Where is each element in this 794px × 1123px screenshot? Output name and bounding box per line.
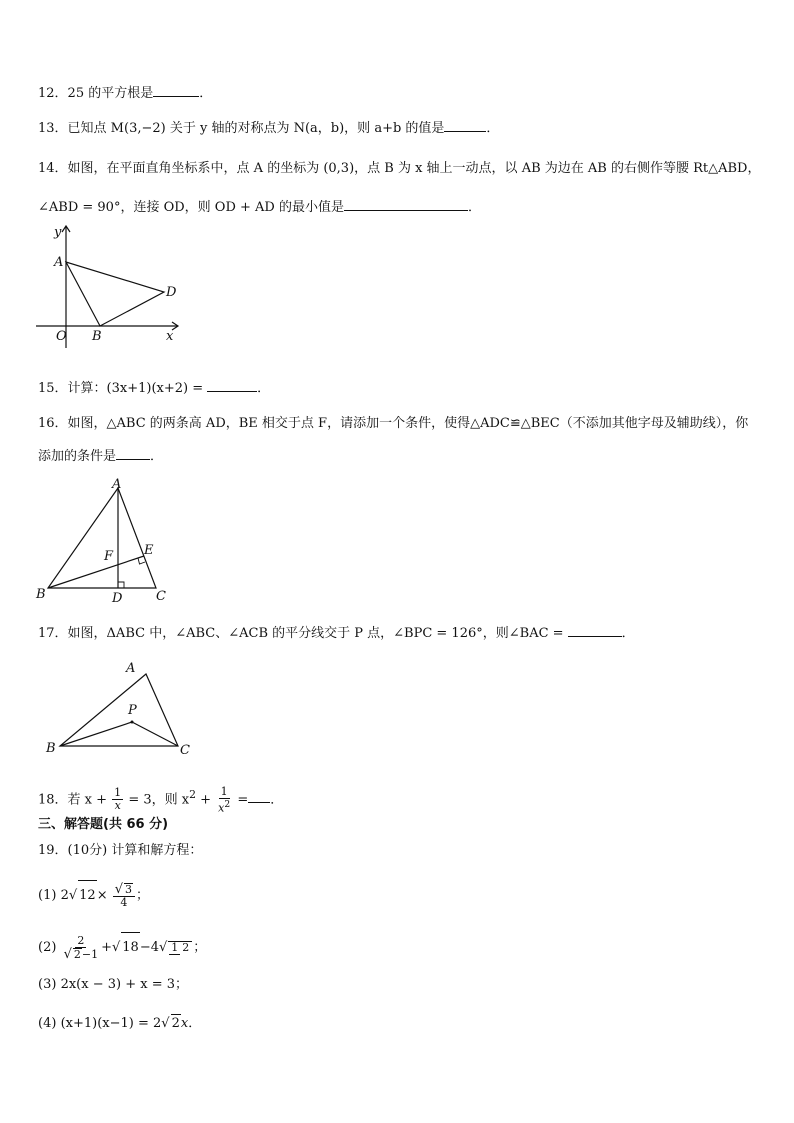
plus-sign: + [101, 940, 112, 955]
label-a: A [54, 255, 64, 270]
period: ． [467, 200, 481, 215]
question-13 [38, 119, 499, 138]
triangle-abc [48, 488, 156, 588]
question-12 [38, 84, 212, 103]
label-c: C [180, 743, 190, 758]
fraction-sqrt3-over-4: $\frac{√ 3}{4}$ [113, 883, 135, 909]
label-p: P [128, 703, 137, 718]
right-angle-d [118, 582, 124, 588]
question-17 [38, 624, 635, 643]
item-label: (2) [38, 940, 57, 955]
answer-blank [568, 624, 622, 637]
question-18-text-b: = 3，则 x [128, 792, 190, 808]
period: ． [150, 449, 164, 464]
bisectors-bp-cp [60, 722, 178, 746]
answer-blank [444, 119, 486, 132]
label-b: B [46, 741, 56, 756]
question-14-text: ∠ABD = 90°，连接 OD，则 OD + AD 的最小值是 [38, 200, 344, 215]
question-14-line2 [38, 198, 481, 217]
question-16-text: 添加的条件是 [38, 449, 117, 464]
altitude-be [48, 556, 144, 588]
item-label: (1) [38, 888, 57, 903]
label-e: E [144, 543, 154, 558]
label-d: D [112, 591, 123, 606]
coefficient: 2 [60, 888, 69, 903]
label-f: F [104, 549, 114, 564]
fraction-2-over-sqrt2-minus-1: $\frac{2}{√ 2-1}$ [63, 933, 99, 962]
question-17-text: 17．如图，ΔABC 中，∠ABC、∠ACB 的平分线交于 P 点，∠BPC = 126°，则∠BAC = [38, 626, 564, 641]
item-label: (4) [38, 1016, 57, 1031]
answer-blank [248, 790, 270, 803]
section-heading: 三、解答题(共 66 分) [38, 817, 169, 832]
question-16-line2 [38, 447, 163, 466]
period: ． [188, 1016, 202, 1031]
answer-blank [153, 84, 199, 97]
triangle-abd [66, 262, 164, 326]
period: ． [257, 381, 271, 396]
question-13-text-b: 关于 y 轴的对称点为 N(a，b)，则 a+b 的值是 [165, 121, 445, 136]
radicand-12: 12 [78, 880, 97, 911]
times-sign: × [96, 888, 108, 903]
answer-blank [116, 447, 150, 460]
sqrt-one-half: 1 2 [168, 941, 192, 954]
label-x: x [166, 329, 174, 344]
plus-sign: + [195, 792, 211, 808]
question-15-text: 15．计算：(3x+1)(x+2) = [38, 381, 204, 396]
fraction-1-over-x: $\frac{1}{x}$ [114, 786, 122, 813]
answer-blank [344, 198, 400, 211]
answer-blank [400, 198, 468, 211]
minus-four: −4 [139, 940, 159, 955]
exponent: 2 [189, 788, 196, 801]
period: ． [270, 792, 284, 808]
question-15 [38, 379, 270, 398]
label-a: A [112, 477, 122, 492]
triangle-abc [60, 674, 178, 746]
figure-q14-coordinate-plane [30, 220, 190, 350]
question-16-line1: 16．如图，△ABC 的两条高 AD，BE 相交于点 F，请添加一个条件，使得△ADC≌△BEC（不添加其他字母及辅助线），你 [38, 416, 749, 431]
semicolon: ； [175, 977, 189, 992]
figure-q17-triangle [42, 660, 202, 760]
equation: 2x(x − 3) + x = 3 [60, 977, 175, 992]
radicand-2: 2 [171, 1016, 180, 1031]
right-angle-e [138, 558, 145, 564]
semicolon: ； [193, 940, 207, 955]
question-19-title: 19．(10分) 计算和解方程： [38, 843, 203, 858]
answer-blank [207, 379, 257, 392]
label-a: A [126, 661, 136, 676]
question-12-text: 12．25 的平方根是 [38, 86, 154, 101]
label-o: O [56, 329, 67, 344]
question-18 [38, 780, 283, 815]
figure-q16-triangle [34, 476, 184, 606]
period: ． [621, 626, 635, 641]
label-c: C [156, 589, 166, 604]
equation: (x+1)(x−1) = 2 [60, 1016, 162, 1031]
radicand-18: 18 [121, 932, 140, 963]
label-d: D [166, 285, 177, 300]
question-19-item-2: (2) $\frac{2}{√ 2-1}$ +√ 18−4√ 1 2 ； [38, 933, 207, 962]
question-13-text-a: 13．已知点 M [38, 121, 124, 136]
point-p [131, 721, 134, 724]
variable-x: x [180, 1016, 189, 1031]
fraction-1-over-x-squared: $\frac{1}{x^2}$ [218, 784, 231, 815]
label-b: B [36, 587, 46, 602]
question-14-line1: 14．如图，在平面直角坐标系中，点 A 的坐标为 (0,3)，点 B 为 x 轴上一动点，以 AB 为边在 AB 的右侧作等腰 Rt△ABD， [38, 161, 761, 176]
label-y: y [54, 225, 62, 240]
period: ． [199, 86, 213, 101]
question-18-text-a: 18．若 x + [38, 792, 108, 808]
label-b: B [92, 329, 102, 344]
question-19-item-3 [38, 976, 188, 994]
period: ． [486, 121, 500, 136]
point-coordinates: (3,−2) [124, 121, 166, 136]
question-19-item-1: (1) 2√ 12× $\frac{√ 3}{4}$ ； [38, 880, 149, 911]
question-19-item-4: (4) (x+1)(x−1) = 2√ 2x． [38, 1016, 202, 1031]
equals-sign: = [237, 792, 249, 808]
item-label: (3) [38, 977, 57, 992]
semicolon: ； [136, 888, 150, 903]
